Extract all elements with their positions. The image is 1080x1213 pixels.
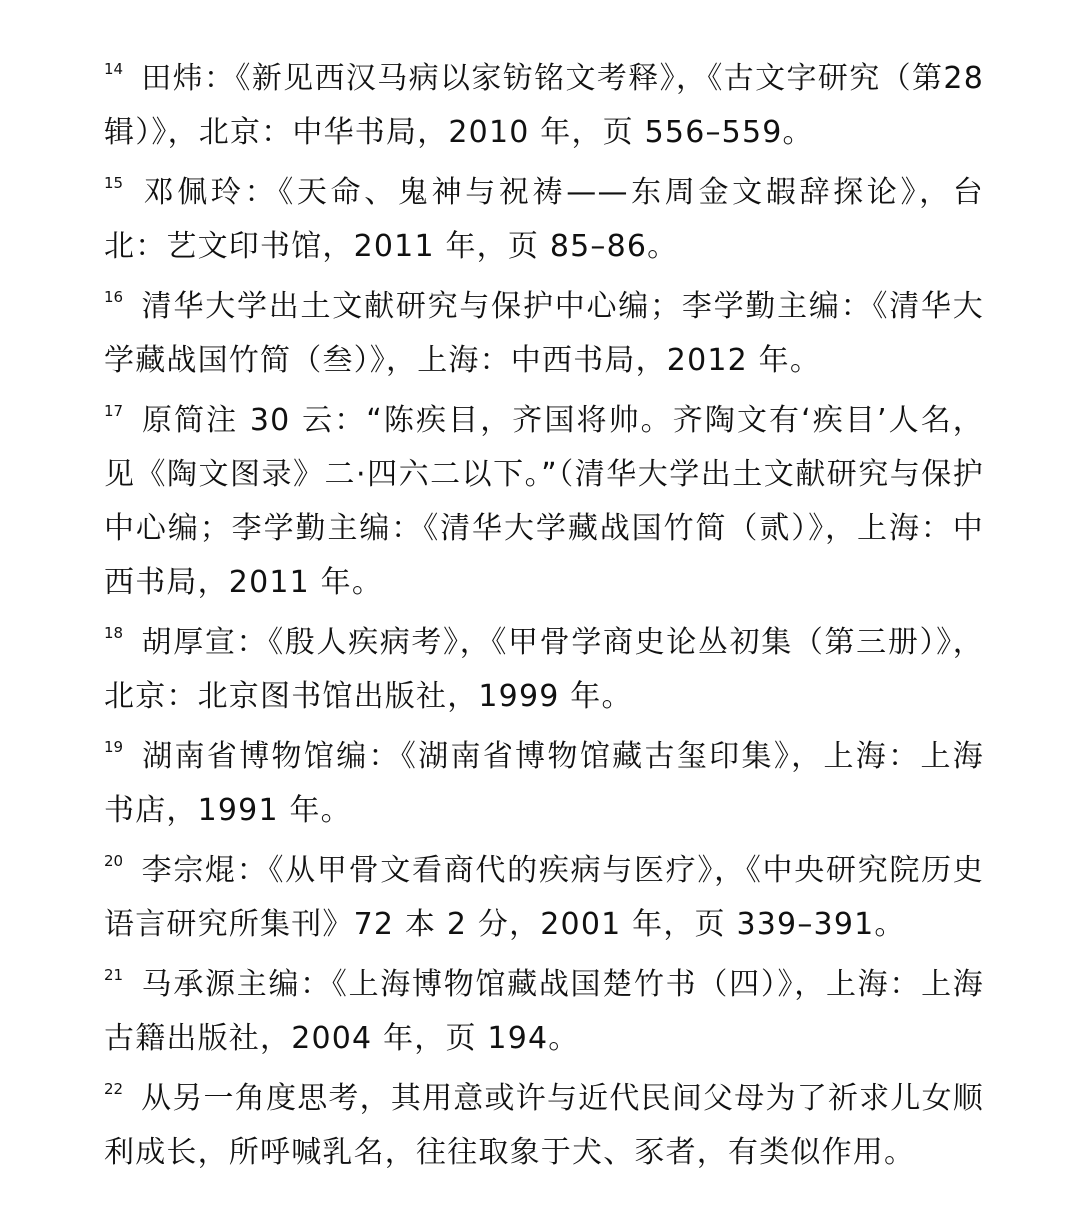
footnote-15 bbox=[104, 166, 984, 274]
footnotes-list bbox=[104, 52, 984, 1180]
footnote-text: 胡厚宣：《殷人疾病考》，《甲骨学商史论丛初集（第三册）》，北京：北京图书馆出版社，1999 年。 bbox=[104, 625, 984, 714]
footnote-number: 14 bbox=[104, 60, 124, 78]
footnote-number: 16 bbox=[104, 288, 124, 306]
footnote-22 bbox=[104, 1072, 984, 1180]
footnote-text: 从另一角度思考，其用意或许与近代民间父母为了祈求儿女顺利成长，所呼喊乳名，往往取象于犬、豕者，有类似作用。 bbox=[104, 1081, 984, 1170]
footnote-text: 湖南省博物馆编：《湖南省博物馆藏古玺印集》，上海：上海书店，1991 年。 bbox=[104, 739, 984, 828]
footnote-text: 田炜：《新见西汉马病以家钫铭文考释》，《古文字研究（第28辑）》，北京：中华书局，2010 年，页 556–559。 bbox=[104, 61, 984, 150]
footnote-number: 15 bbox=[104, 174, 124, 192]
footnote-number: 21 bbox=[104, 966, 124, 984]
footnote-20 bbox=[104, 844, 984, 952]
footnote-number: 18 bbox=[104, 624, 124, 642]
footnote-17 bbox=[104, 394, 984, 610]
footnote-21 bbox=[104, 958, 984, 1066]
footnote-number: 19 bbox=[104, 738, 124, 756]
footnote-number: 17 bbox=[104, 402, 124, 420]
footnote-number: 22 bbox=[104, 1080, 124, 1098]
footnote-text: 清华大学出土文献研究与保护中心编；李学勤主编：《清华大学藏战国竹简（叁）》，上海：中西书局，2012 年。 bbox=[104, 289, 984, 378]
footnote-16 bbox=[104, 280, 984, 388]
footnote-18 bbox=[104, 616, 984, 724]
footnote-text: 原简注 30 云：“陈疾目，齐国将帅。齐陶文有‘疾目’人名，见《陶文图录》二·四六二以下。”（清华大学出土文献研究与保护中心编；李学勤主编：《清华大学藏战国竹简（贰）》，上海：中西书局，2011 年。 bbox=[104, 403, 984, 600]
footnote-14 bbox=[104, 52, 984, 160]
footnote-19 bbox=[104, 730, 984, 838]
footnote-number: 20 bbox=[104, 852, 124, 870]
footnote-text: 李宗焜：《从甲骨文看商代的疾病与医疗》，《中央研究院历史语言研究所集刊》72 本 2 分，2001 年，页 339–391。 bbox=[104, 853, 984, 942]
footnote-text: 邓佩玲：《天命、鬼神与祝祷——东周金文嘏辞探论》，台北：艺文印书馆，2011 年，页 85–86。 bbox=[104, 175, 984, 264]
footnote-text: 马承源主编：《上海博物馆藏战国楚竹书（四）》，上海：上海古籍出版社，2004 年，页 194。 bbox=[104, 967, 984, 1056]
